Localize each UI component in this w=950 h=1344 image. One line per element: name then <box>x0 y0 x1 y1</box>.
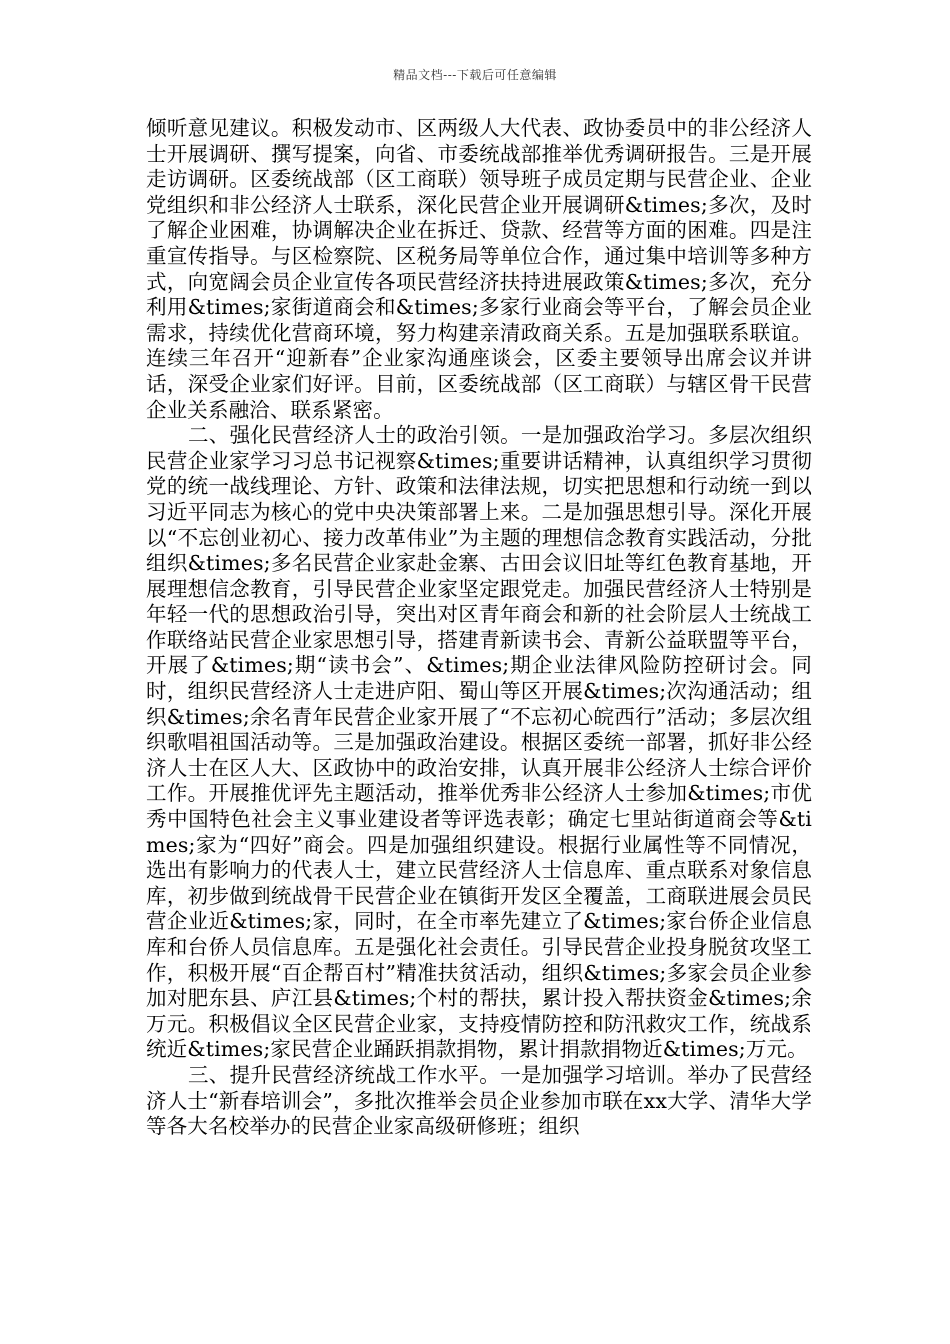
paragraph-1: 倾听意见建议。积极发动市、区两级人大代表、政协委员中的非公经济人士开展调研、撰写提案，向省、市委统战部推举优秀调研报告。三是开展走访调研。区委统战部（区工商联）领导班子成员定期与民营企业、企业党组织和非公经济人士联系，深化民营企业开展调研&times;多次，及时了解企业困难，协调解决企业在拆迁、贷款、经营等方面的困难。四是注重宣传指导。与区检察院、区税务局等单位合作，通过集中培训等多种方式，向宽阔会员企业宣传各项民营经济扶持进展政策&times;多次，充分利用&times;家街道商会和&times;多家行业商会等平台，了解会员企业需求，持续优化营商环境，努力构建亲清政商关系。五是加强联系联谊。连续三年召开“迎新春”企业家沟通座谈会，区委主要领导出席会议并讲话，深受企业家们好评。目前，区委统战部（区工商联）与辖区骨干民营企业关系融洽、联系紧密。 <box>146 116 812 422</box>
paragraph-3: 三、提升民营经济统战工作水平。一是加强学习培训。举办了民营经济人士“新春培训会”，多批次推举会员企业参加市联在xx大学、清华大学等各大名校举办的民营企业家高级研修班；组织 <box>146 1062 812 1139</box>
paragraph-2: 二、强化民营经济人士的政治引领。一是加强政治学习。多层次组织民营企业家学习习总书记视察&times;重要讲话精神，认真组织学习贯彻党的统一战线理论、方针、政策和法律法规，切实把思想和行动统一到以习近平同志为核心的党中央决策部署上来。二是加强思想引导。深化开展以“不忘创业初心、接力改革伟业”为主题的理想信念教育实践活动，分批组织&times;多名民营企业家赴金寨、古田会议旧址等红色教育基地，开展理想信念教育，引导民营企业家坚定跟党走。加强民营经济人士特别是年轻一代的思想政治引导，突出对区青年商会和新的社会阶层人士统战工作联络站民营企业家思想引导，搭建青新读书会、青新公益联盟等平台，开展了&times;期“读书会”、&times;期企业法律风险防控研讨会。同时，组织民营经济人士走进庐阳、蜀山等区开展&times;次沟通活动；组织&times;余名青年民营企业家开展了“不忘初心皖西行”活动；多层次组织歌唱祖国活动等。三是加强政治建设。根据区委统一部署，抓好非公经济人士在区人大、区政协中的政治安排，认真开展非公经济人士综合评价工作。开展推优评先主题活动，推举优秀非公经济人士参加&times;市优秀中国特色社会主义事业建设者等评选表彰；确定七里站街道商会等&times;家为“四好”商会。四是加强组织建设。根据行业属性等不同情况，选出有影响力的代表人士，建立民营经济人士信息库、重点联系对象信息库，初步做到统战骨干民营企业在镇街开发区全覆盖，工商联进展会员民营企业近&times;家，同时，在全市率先建立了&times;家台侨企业信息库和台侨人员信息库。五是强化社会责任。引导民营企业投身脱贫攻坚工作，积极开展“百企帮百村”精准扶贫活动，组织&times;多家会员企业参加对肥东县、庐江县&times;个村的帮扶，累计投入帮扶资金&times;余万元。积极倡议全区民营企业家，支持疫情防控和防汛救灾工作，统战系统近&times;家民营企业踊跃捐款捐物，累计捐款捐物近&times;万元。 <box>146 423 812 1062</box>
page-header: 精品文档---下载后可任意编辑 <box>393 68 557 82</box>
document-body <box>146 116 812 1140</box>
